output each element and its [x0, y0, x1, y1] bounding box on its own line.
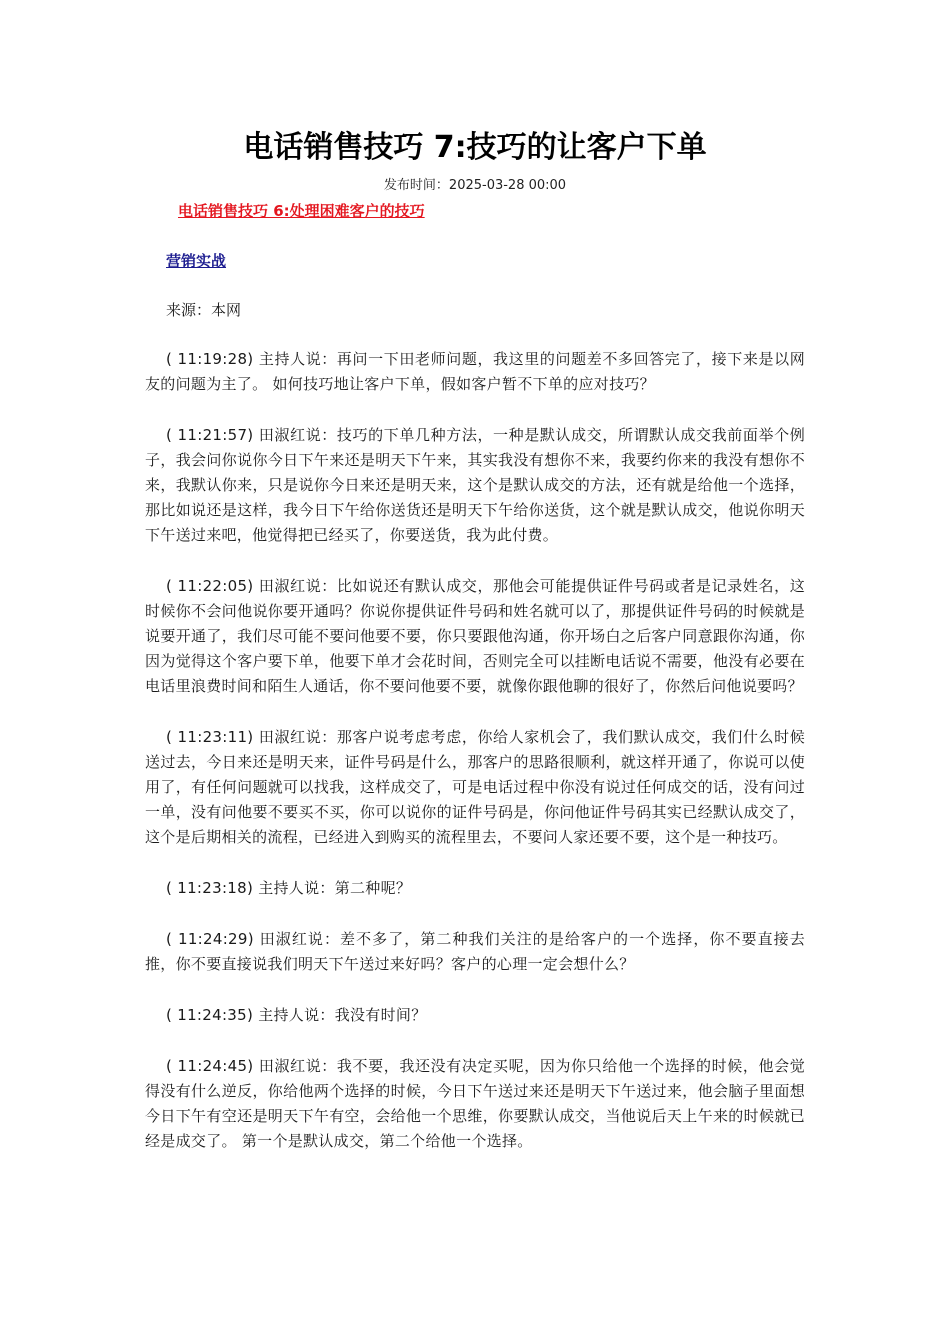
- paragraph: [145, 574, 805, 699]
- paragraph-text: 主持人说：再问一下田老师问题，我这里的问题差不多回答完了，接下来是以网友的问题为主了。 如何技巧地让客户下单，假如客户暂不下单的应对技巧？: [145, 350, 806, 393]
- paragraph-text: 田淑红说：那客户说考虑考虑，你给人家机会了，我们默认成交，我们什么时候送过去，今日来还是明天来，证件号码是什么，那客户的思路很顺利，就这样开通了，你说可以使用了，有任何问题就可以找我，这样成交了，可是电话过程中你没有说过任何成交的话，没有问过一单，没有问他要不要买不买，你可以说你的证件号码是，你问他证件号码其实已经默认成交了，这个是后期相关的流程，已经进入到购买的流程里去，不要问人家还要不要，这个是一种技巧。: [145, 728, 806, 846]
- article-body: [145, 347, 805, 1180]
- paragraph: [145, 725, 805, 850]
- timestamp: ( 11:24:45): [166, 1057, 254, 1075]
- paragraph: [145, 347, 805, 397]
- timestamp: ( 11:24:35): [166, 1006, 254, 1024]
- paragraph-text: 主持人说：第二种呢？: [253, 879, 412, 897]
- paragraph-text: 田淑红说：比如说还有默认成交，那他会可能提供证件号码或者是记录姓名，这时候你不会问他说你要开通吗？你说你提供证件号码和姓名就可以了，那提供证件号码的时候就是说要开通了，我们尽可能不要问他要不要，你只要跟他沟通，你开场白之后客户同意跟你沟通，你因为觉得这个客户要下单，他要下单才会花时间，否则完全可以挂断电话说不需要，他没有必要在电话里浪费时间和陌生人通话，你不要问他要不要，就像你跟他聊的很好了，你然后问他说要吗？: [145, 577, 806, 695]
- paragraph: [145, 1003, 805, 1028]
- paragraph: [145, 927, 805, 977]
- publish-date: 发布时间：2025-03-28 00:00: [383, 178, 567, 193]
- timestamp: ( 11:21:57): [166, 426, 254, 444]
- paragraph-text: 田淑红说：技巧的下单几种方法，一种是默认成交，所谓默认成交我前面举个例子，我会问你说你今日下午来还是明天下午来，其实我没有想你不来，我要约你来的我没有想你不来，我默认你来，只是说你今日来还是明天来，这个是默认成交的方法，还有就是给他一个选择，那比如说还是这样，我今日下午给你送货还是明天下午给你送货，这个就是默认成交，他说你明天下午送过来吧，他觉得把已经买了，你要送货，我为此付费。: [145, 426, 806, 544]
- timestamp: ( 11:19:28): [166, 350, 254, 368]
- category-link[interactable]: 营销实战: [166, 252, 227, 270]
- paragraph: [145, 423, 805, 548]
- paragraph-text: 田淑红说：差不多了，第二种我们关注的是给客户的一个选择，你不要直接去推，你不要直接说我们明天下午送过来好吗？客户的心理一定会想什么？: [145, 930, 805, 973]
- article-title: 电话销售技巧 7:技巧的让客户下单: [243, 130, 707, 165]
- previous-article-link[interactable]: 电话销售技巧 6:处理困难客户的技巧: [178, 202, 425, 220]
- timestamp: ( 11:23:11): [166, 728, 254, 746]
- paragraph: [145, 1054, 805, 1154]
- paragraph: [145, 876, 805, 901]
- timestamp: ( 11:24:29): [166, 930, 254, 948]
- timestamp: ( 11:23:18): [166, 879, 254, 897]
- source-line: 来源：本网: [166, 301, 242, 319]
- paragraph-text: 主持人说：我没有时间？: [253, 1006, 427, 1024]
- timestamp: ( 11:22:05): [166, 577, 254, 595]
- paragraph-text: 田淑红说：我不要，我还没有决定买呢，因为你只给他一个选择的时候，他会觉得没有什么逆反，你给他两个选择的时候，今日下午送过来还是明天下午送过来，他会脑子里面想今日下午有空还是明天下午有空，会给他一个思维，你要默认成交，当他说后天上午来的时候就已经是成交了。 第一个是默认成交，第二个给他一个选择。: [145, 1057, 806, 1150]
